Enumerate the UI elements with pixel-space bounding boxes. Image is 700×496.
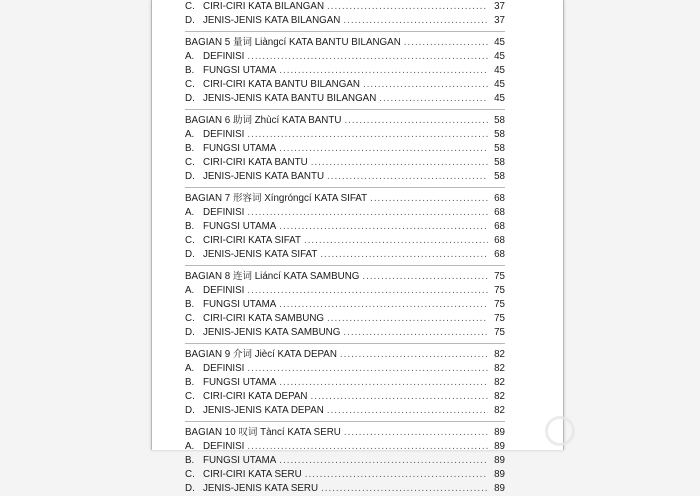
toc-item-title: FUNGSI UTAMA xyxy=(203,299,277,310)
toc-page-number: 58 xyxy=(494,115,505,126)
toc-page-number: 89 xyxy=(494,455,505,466)
toc-page-number: 75 xyxy=(494,313,505,324)
dot-leader xyxy=(321,482,488,496)
toc-item-letter: D. xyxy=(185,93,195,104)
toc-page-number: 75 xyxy=(494,327,505,338)
toc-page-number: 58 xyxy=(494,157,505,168)
toc-chapter-chinese: 助词 xyxy=(232,115,252,126)
toc-item-letter: A. xyxy=(185,441,195,452)
toc-item-letter: A. xyxy=(185,285,195,296)
toc-chapter-row[interactable] xyxy=(185,36,505,50)
toc-item-title: DEFINISI xyxy=(203,207,245,218)
section-divider xyxy=(185,343,505,344)
toc-item-title: JENIS-JENIS KATA SERU xyxy=(203,483,319,494)
toc-page-number: 68 xyxy=(494,249,505,260)
section-divider xyxy=(185,187,505,188)
toc-item-row[interactable] xyxy=(185,376,505,390)
toc-item-letter: A. xyxy=(185,129,195,140)
toc-item-row[interactable] xyxy=(185,454,505,468)
toc-item-title: DEFINISI xyxy=(203,129,245,140)
toc-item-row[interactable] xyxy=(185,482,505,496)
toc-page-number: 37 xyxy=(494,1,505,12)
dot-leader xyxy=(343,326,488,340)
toc-item-letter: C. xyxy=(185,235,195,246)
toc-item-title: DEFINISI xyxy=(203,363,245,374)
dot-leader xyxy=(279,142,488,156)
dot-leader xyxy=(404,36,488,50)
toc-item-title: FUNGSI UTAMA xyxy=(203,221,277,232)
toc-chapter-label xyxy=(185,192,367,206)
toc-item-title: JENIS-JENIS KATA BANTU BILANGAN xyxy=(203,93,377,104)
toc-page-number: 82 xyxy=(494,405,505,416)
toc-item-letter: B. xyxy=(185,221,195,232)
toc-page-number: 82 xyxy=(494,363,505,374)
toc-item-row[interactable] xyxy=(185,390,505,404)
toc-chapter-chinese: 形容词 xyxy=(232,193,262,204)
toc-item-row[interactable] xyxy=(185,234,505,248)
toc-item-title: CIRI-CIRI KATA BILANGAN xyxy=(203,1,325,12)
toc-item-row[interactable] xyxy=(185,248,505,262)
toc-item-title: FUNGSI UTAMA xyxy=(203,143,277,154)
toc-item-row[interactable] xyxy=(185,326,505,340)
section-divider xyxy=(185,265,505,266)
section-divider xyxy=(185,109,505,110)
toc-item-letter: C. xyxy=(185,313,195,324)
dot-leader xyxy=(279,64,488,78)
toc-chapter-row[interactable] xyxy=(185,426,505,440)
toc-item-title: CIRI-CIRI KATA BANTU BILANGAN xyxy=(203,79,360,90)
section-divider xyxy=(185,31,505,32)
toc-page-number: 82 xyxy=(494,377,505,388)
toc-page-number: 37 xyxy=(494,15,505,26)
watermark-icon xyxy=(545,416,575,446)
toc-chapter-chinese: 叹词 xyxy=(238,427,258,438)
dot-leader xyxy=(247,284,488,298)
toc-item-row[interactable] xyxy=(185,78,505,92)
toc-page-number: 68 xyxy=(494,193,505,204)
dot-leader xyxy=(343,14,488,28)
toc-item-row[interactable] xyxy=(185,92,505,106)
toc-page-number: 45 xyxy=(494,79,505,90)
dot-leader xyxy=(311,156,488,170)
toc-chapter-row[interactable] xyxy=(185,348,505,362)
toc-chapter-row[interactable] xyxy=(185,114,505,128)
toc-item-row[interactable] xyxy=(185,156,505,170)
dot-leader xyxy=(370,192,488,206)
toc-chapter-row[interactable] xyxy=(185,270,505,284)
toc-item-row[interactable] xyxy=(185,206,505,220)
toc-item-letter: B. xyxy=(185,377,195,388)
dot-leader xyxy=(247,206,488,220)
toc-page-number: 75 xyxy=(494,299,505,310)
toc-item-letter: C. xyxy=(185,157,195,168)
toc-item-row[interactable] xyxy=(185,220,505,234)
toc-item-title: DEFINISI xyxy=(203,51,245,62)
toc-item-letter: D. xyxy=(185,171,195,182)
toc-chapter-chinese: 介词 xyxy=(232,349,252,360)
toc-item-letter: D. xyxy=(185,483,195,494)
dot-leader xyxy=(304,234,488,248)
toc-chapter-title: Zhùcí KATA BANTU xyxy=(254,115,342,126)
toc-item-letter: B. xyxy=(185,143,195,154)
toc-item-row[interactable] xyxy=(185,284,505,298)
dot-leader xyxy=(311,390,488,404)
toc-chapter-prefix: BAGIAN 9 xyxy=(185,349,231,360)
toc-chapter-chinese: 连词 xyxy=(232,271,252,282)
dot-leader xyxy=(247,440,488,454)
toc-chapter-label xyxy=(185,348,337,362)
toc-item-row[interactable] xyxy=(185,142,505,156)
toc-page-number: 45 xyxy=(494,37,505,48)
toc-item-title: JENIS-JENIS KATA BILANGAN xyxy=(203,15,341,26)
toc-chapter-title: Liáncí KATA SAMBUNG xyxy=(254,271,360,282)
toc-page-number: 82 xyxy=(494,391,505,402)
dot-leader xyxy=(279,220,488,234)
toc-item-row[interactable] xyxy=(185,128,505,142)
toc-chapter-label xyxy=(185,270,359,284)
toc-chapter-chinese: 量词 xyxy=(232,37,252,48)
dot-leader xyxy=(327,170,488,184)
toc-item-title: DEFINISI xyxy=(203,441,245,452)
toc-item-title: CIRI-CIRI KATA SERU xyxy=(203,469,302,480)
toc-item-row[interactable] xyxy=(185,170,505,184)
toc-page-number: 75 xyxy=(494,271,505,282)
toc-page-number: 58 xyxy=(494,129,505,140)
toc-chapter-title: Xíngróngcí KATA SIFAT xyxy=(264,193,368,204)
toc-page-number: 82 xyxy=(494,349,505,360)
toc-page-number: 68 xyxy=(494,235,505,246)
toc-item-row[interactable] xyxy=(185,404,505,418)
toc-item-letter: A. xyxy=(185,207,195,218)
dot-leader xyxy=(379,92,488,106)
dot-leader xyxy=(344,426,488,440)
dot-leader xyxy=(362,270,488,284)
toc-item-title: JENIS-JENIS KATA BANTU xyxy=(203,171,325,182)
toc-item-letter: B. xyxy=(185,299,195,310)
toc-item-letter: C. xyxy=(185,391,195,402)
toc-page-number: 89 xyxy=(494,427,505,438)
toc-chapter-prefix: BAGIAN 6 xyxy=(185,115,231,126)
dot-leader xyxy=(279,376,488,390)
toc-item-letter: C. xyxy=(185,79,195,90)
toc-item-letter: B. xyxy=(185,455,195,466)
toc-page-number: 89 xyxy=(494,469,505,480)
toc-chapter-label xyxy=(185,426,341,440)
dot-leader xyxy=(327,404,488,418)
toc-item-title: CIRI-CIRI KATA BANTU xyxy=(203,157,308,168)
dot-leader xyxy=(327,0,488,14)
toc-item-title: FUNGSI UTAMA xyxy=(203,65,277,76)
dot-leader xyxy=(279,454,488,468)
toc-page-number: 58 xyxy=(494,143,505,154)
toc-page-number: 68 xyxy=(494,207,505,218)
dot-leader xyxy=(344,114,488,128)
toc-page-number: 75 xyxy=(494,285,505,296)
toc-chapter-title: Liàngcí KATA BANTU BILANGAN xyxy=(254,37,401,48)
toc-item-title: JENIS-JENIS KATA SIFAT xyxy=(203,249,318,260)
toc-item-letter: D. xyxy=(185,15,195,26)
toc-item-letter: D. xyxy=(185,327,195,338)
toc-item-letter: D. xyxy=(185,405,195,416)
dot-leader xyxy=(247,362,488,376)
toc-chapter-prefix: BAGIAN 10 xyxy=(185,427,236,438)
toc-item-title: JENIS-JENIS KATA DEPAN xyxy=(203,405,324,416)
toc-item-letter: A. xyxy=(185,363,195,374)
toc-item-row[interactable] xyxy=(185,468,505,482)
dot-leader xyxy=(363,78,488,92)
toc-item-letter: C. xyxy=(185,469,195,480)
toc-chapter-label xyxy=(185,36,401,50)
toc-chapter-prefix: BAGIAN 7 xyxy=(185,193,231,204)
toc-item-row[interactable] xyxy=(185,64,505,78)
toc-chapter-prefix: BAGIAN 5 xyxy=(185,37,231,48)
toc-item-title: JENIS-JENIS KATA SAMBUNG xyxy=(203,327,341,338)
toc-chapter-title: Tàncí KATA SERU xyxy=(260,427,341,438)
toc-item-letter: A. xyxy=(185,51,195,62)
toc-item-row[interactable] xyxy=(185,298,505,312)
toc-page-number: 45 xyxy=(494,51,505,62)
toc-item-title: FUNGSI UTAMA xyxy=(203,455,277,466)
toc-item-row[interactable] xyxy=(185,14,505,28)
toc-item-row[interactable] xyxy=(185,0,505,14)
dot-leader xyxy=(320,248,488,262)
toc-item-title: CIRI-CIRI KATA SAMBUNG xyxy=(203,313,325,324)
toc-item-title: DEFINISI xyxy=(203,285,245,296)
toc-page-number: 45 xyxy=(494,65,505,76)
toc-chapter-prefix: BAGIAN 8 xyxy=(185,271,231,282)
dot-leader xyxy=(305,468,488,482)
toc-item-title: CIRI-CIRI KATA DEPAN xyxy=(203,391,308,402)
dot-leader xyxy=(247,50,488,64)
dot-leader xyxy=(327,312,488,326)
toc-item-row[interactable] xyxy=(185,362,505,376)
toc-page-number: 89 xyxy=(494,441,505,452)
toc-item-title: FUNGSI UTAMA xyxy=(203,377,277,388)
toc-page-number: 45 xyxy=(494,93,505,104)
toc-item-letter: C. xyxy=(185,1,195,12)
toc-item-row[interactable] xyxy=(185,312,505,326)
dot-leader xyxy=(247,128,488,142)
toc-page-number: 58 xyxy=(494,171,505,182)
dot-leader xyxy=(279,298,488,312)
toc-page-number: 68 xyxy=(494,221,505,232)
toc-chapter-label xyxy=(185,114,341,128)
toc-chapter-title: Jiècí KATA DEPAN xyxy=(254,349,337,360)
toc-item-letter: D. xyxy=(185,249,195,260)
section-divider xyxy=(185,421,505,422)
toc-chapter-row[interactable] xyxy=(185,192,505,206)
toc-item-row[interactable] xyxy=(185,50,505,64)
toc-item-title: CIRI-CIRI KATA SIFAT xyxy=(203,235,301,246)
toc-item-letter: B. xyxy=(185,65,195,76)
table-of-contents xyxy=(185,0,505,496)
toc-item-row[interactable] xyxy=(185,440,505,454)
toc-page-number: 89 xyxy=(494,483,505,494)
dot-leader xyxy=(340,348,488,362)
